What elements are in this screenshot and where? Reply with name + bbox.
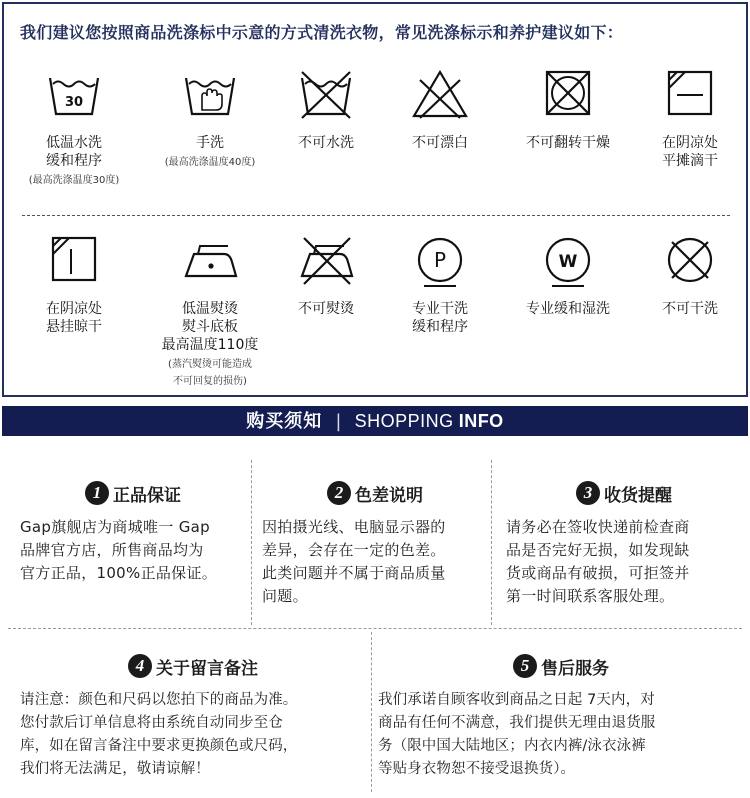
care-note: (蒸汽熨烫可能造成 不可回复的损伤) bbox=[168, 359, 252, 387]
banner-title-en: SHOPPING bbox=[354, 411, 454, 431]
info-card-body: 请注意：颜色和尺码以您拍下的商品为准。 您付款后订单信息将由系统自动同步至仓 库，如在留言备注中要求更换颜色或尺码， 我们将无法满足，敬请谅解！ bbox=[20, 692, 298, 777]
info-card-header bbox=[20, 478, 246, 508]
care-divider bbox=[22, 215, 730, 216]
info-card-header bbox=[262, 478, 488, 508]
wet-clean-w-icon bbox=[538, 232, 598, 288]
grid-divider bbox=[491, 460, 492, 625]
info-card-after-sales bbox=[378, 651, 744, 781]
care-item bbox=[148, 232, 272, 390]
care-item bbox=[12, 66, 136, 189]
dry-flat-shade-icon bbox=[660, 66, 720, 122]
care-label: 在阴凉处 悬挂晾干 bbox=[46, 301, 102, 335]
grid-divider bbox=[251, 460, 252, 625]
info-card-title: 收货提醒 bbox=[604, 485, 672, 506]
wash-30-icon bbox=[44, 66, 104, 122]
number-badge-icon: 2 bbox=[327, 481, 351, 505]
number-badge-icon: 3 bbox=[576, 481, 600, 505]
care-item bbox=[628, 232, 750, 318]
line-dry-shade-icon bbox=[44, 232, 104, 288]
banner-title-en-bold: INFO bbox=[458, 411, 504, 431]
do-not-iron-icon bbox=[296, 232, 356, 288]
care-item bbox=[506, 66, 630, 152]
info-card-header bbox=[20, 651, 366, 681]
care-label: 低温水洗 缓和程序 bbox=[46, 135, 102, 169]
banner-separator: | bbox=[335, 411, 342, 432]
care-note: (最高洗涤温度40度) bbox=[164, 157, 256, 168]
do-not-wash-icon bbox=[296, 66, 356, 122]
care-item bbox=[264, 66, 388, 152]
info-card-color-difference bbox=[262, 478, 488, 608]
care-label: 手洗 bbox=[196, 135, 224, 151]
care-item bbox=[12, 232, 136, 336]
care-label: 不可熨烫 bbox=[298, 301, 354, 317]
dry-clean-p-icon bbox=[410, 232, 470, 288]
care-label: 专业缓和湿洗 bbox=[526, 301, 610, 317]
info-card-body: 因拍摄光线、电脑显示器的 差异，会存在一定的色差。 此类问题并不属于商品质量 问题。 bbox=[262, 518, 446, 605]
number-badge-icon: 5 bbox=[513, 654, 537, 678]
care-label: 不可水洗 bbox=[298, 135, 354, 151]
banner-title-cn: 购买须知 bbox=[246, 411, 323, 432]
wet-clean-letter: W bbox=[558, 252, 578, 272]
info-card-header bbox=[378, 651, 744, 681]
number-badge-icon: 1 bbox=[85, 481, 109, 505]
info-card-title: 色差说明 bbox=[355, 485, 423, 506]
care-label: 专业干洗 缓和程序 bbox=[412, 301, 468, 335]
wash-temperature-label: 30 bbox=[64, 95, 84, 110]
grid-divider bbox=[8, 628, 742, 629]
number-badge-icon: 4 bbox=[128, 654, 152, 678]
grid-divider bbox=[371, 632, 372, 792]
do-not-dry-clean-icon bbox=[660, 232, 720, 288]
info-card-body: Gap旗舰店为商城唯一 Gap 品牌官方店，所售商品均为 官方正品，100%正品保证。 bbox=[20, 518, 218, 582]
dry-clean-letter: P bbox=[433, 248, 447, 272]
info-card-body: 我们承诺自顾客收到商品之日起 7天内，对 商品有任何不满意，我们提供无理由退货服 务（限中国大陆地区；内衣内裤/泳衣泳裤 等贴身衣物恕不接受退换货）。 bbox=[378, 692, 656, 777]
info-card-authenticity bbox=[20, 478, 246, 585]
iron-low-icon bbox=[180, 232, 240, 288]
care-item bbox=[378, 232, 502, 336]
care-guide-panel bbox=[2, 2, 748, 397]
care-label: 不可翻转干燥 bbox=[526, 135, 610, 151]
care-label: 不可干洗 bbox=[662, 301, 718, 317]
info-card-title: 关于留言备注 bbox=[156, 658, 258, 679]
care-item bbox=[148, 66, 272, 171]
info-card-delivery-reminder bbox=[506, 478, 742, 608]
care-label: 不可漂白 bbox=[412, 135, 468, 151]
care-intro-text: 我们建议您按照商品洗涤标中示意的方式清洗衣物，常见洗涤标示和养护建议如下： bbox=[20, 23, 624, 42]
shopping-info-grid bbox=[0, 436, 750, 798]
info-card-order-notes bbox=[20, 651, 366, 781]
care-item bbox=[628, 66, 750, 170]
do-not-tumble-dry-icon bbox=[538, 66, 598, 122]
shopping-info-banner bbox=[2, 406, 748, 436]
info-card-header bbox=[506, 478, 742, 508]
care-item bbox=[506, 232, 630, 318]
hand-wash-icon bbox=[180, 66, 240, 122]
care-item bbox=[378, 66, 502, 152]
care-label: 低温熨烫 熨斗底板 最高温度110度 bbox=[161, 301, 259, 353]
care-note: (最高洗涤温度30度) bbox=[28, 175, 120, 186]
info-card-title: 正品保证 bbox=[113, 485, 181, 506]
care-item bbox=[264, 232, 388, 318]
info-card-title: 售后服务 bbox=[541, 658, 609, 679]
care-symbol-row-2 bbox=[4, 232, 748, 387]
info-card-body: 请务必在签收快递前检查商 品是否完好无损，如发现缺 货或商品有破损，可拒签并 第一时间联系客服处理。 bbox=[506, 518, 690, 605]
care-symbol-row-1 bbox=[4, 66, 748, 216]
care-label: 在阴凉处 平摊滴干 bbox=[662, 135, 718, 169]
do-not-bleach-icon bbox=[410, 66, 470, 122]
